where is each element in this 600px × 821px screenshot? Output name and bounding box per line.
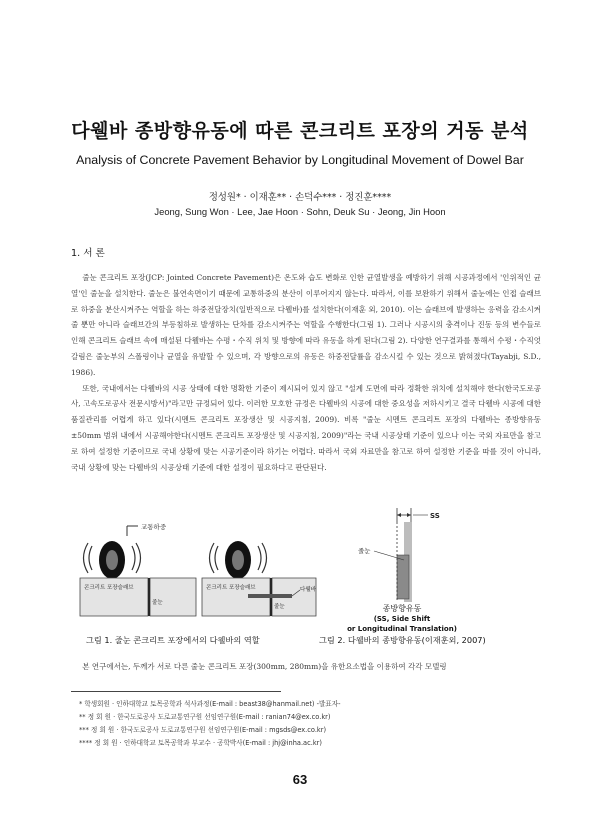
continuing-paragraph	[71, 659, 541, 675]
figure-2-inner-subtitle-2: or Longitudinal Translation)	[347, 625, 457, 633]
paragraph-3: 본 연구에서는, 두께가 서로 다른 줄눈 콘크리트 포장(300mm, 280mm)을 유한요소법을 이용하여 각각 모델링	[82, 662, 447, 671]
figure-2-caption: 그림 2. 다웰바의 종방향유동(이재훈외, 2007)	[319, 635, 486, 645]
figure-1-caption: 그림 1. 줄눈 콘크리트 포장에서의 다웰바의 역할	[86, 635, 260, 645]
figure-2-inner-subtitle-1: (SS, Side Shift	[373, 615, 431, 623]
figure-2-inner-title: 종방향유동	[382, 604, 422, 613]
footnote-4: **** 정 회 원 · 인하대학교 토목공학과 부교수 · 공학박사(E-mail : jhj@inha.ac.kr)	[79, 739, 322, 747]
label-traffic-load: 교통하중	[141, 523, 167, 531]
authors-korean: 정성원* · 이재훈** · 손덕수*** · 정진훈****	[208, 192, 392, 203]
paragraph-2: 또한, 국내에서는 다웰바의 시공 상태에 대한 명확한 기준이 제시되어 있지 않고 "설계 도면에 따라 정확한 위치에 설치해야 한다(한국도로공사, 고속도로공사 전문시방서)"라고만 규정되어 있다. 이러한 모호한 규정은 다웰바의 시공에 대한 중요성을 저하시키고 결국 다웰바 시공에 대한 품질관리를 어렵게 하고 있다(시멘트 콘크리트 포장생산 및 시공지침, 2009). 비록 "줄눈 시멘트 콘크리트 포장의 다웰바는 종방향유동 ±50mm 범위 내에서 시공해야한다(시멘트 콘크리트 포장생산 및 시공지침, 2009)"라는 국내 시공상태 기준이 있으나 이는 국외 자료만을 참고로 하여 설정한 기준이므로 국내 상황에 맞는 시공기준이라 하기는 어렵다. 따라서 국외 자료만을 참고로 하여 설정한 기준을 따를 것이 아니라, 국내 상황에 맞는 다웰바의 시공상태 기준에 대한 설정이 필요하다고 판단된다.	[71, 383, 541, 472]
label-joint-right: 줄눈	[274, 604, 285, 610]
label-ss: SS	[430, 512, 440, 520]
dowel-bar-shape	[248, 594, 292, 598]
label-slab-right: 콘크리트 포장슬래브	[206, 585, 256, 591]
section-heading-introduction: 1. 서 론	[71, 248, 105, 259]
dowel-bar-shape	[397, 555, 409, 599]
label-dowel-bar: 다웰바	[300, 587, 316, 593]
wheel-icon-left	[84, 541, 141, 579]
introduction-body	[71, 270, 541, 475]
label-slab-left: 콘크리트 포장슬래브	[84, 585, 134, 591]
page-number: 63	[292, 772, 308, 787]
paper-title-korean: 다웰바 종방향유동에 따른 콘크리트 포장의 거동 분석	[71, 120, 529, 142]
paragraph-1: 줄눈 콘크리트 포장(JCP: Jointed Concrete Pavement)은 온도와 습도 변화로 인한 균열발생을 예방하기 위해 시공과정에서 '인위적인 균열'인 줄눈을 설치한다. 줄눈은 불연속면이기 때문에 교통하중의 분산이 이루어지지 않는다. 따라서, 이를 보완하기 위해서 줄눈에는 인접 슬래브로 하중을 분산시켜주는 역할을 하는 하중전달장치(일반적으로 다웰바)를 설치한다(이재훈 외, 2010). 이는 슬래브에 발생하는 응력을 감소시켜 줄 뿐만 아니라 슬래브간의 부등침하로 발생하는 단차를 감소시켜주는 역할을 수행한다(그림 1). 그러나 시공시의 충격이나 진동 등의 변수들로 인해 콘크리트 슬래브 속에 매설된 다웰바는 수평・수직 위치 및 방향에 따라 유동을 하게 된다(그림 2). 다양한 연구결과를 통해서 수평・수직엇갈림은 줄눈부의 스폴링이나 균열을 유발할 수 있으며, 각 방향으로의 유동은 하중전달률을 감소시킬 수 있는 것으로 밝혀졌다(Tayabji, S.D., 1986).	[71, 273, 541, 377]
paper-title-english: Analysis of Concrete Pavement Behavior by Longitudinal Movement of Dowel Bar	[76, 153, 524, 167]
figure-2-side-shift-diagram	[340, 500, 540, 635]
footnote-2: ** 정 회 원 · 한국도로공사 도로교통연구원 선임연구원(E-mail : ranian74@ex.co.kr)	[79, 713, 331, 721]
label-joint-left: 줄눈	[152, 600, 163, 606]
figure-1-dowel-bar-role-diagram	[78, 516, 318, 626]
footnote-divider	[71, 691, 281, 692]
wheel-icon-right	[210, 541, 267, 579]
authors-english: Jeong, Sung Won · Lee, Jae Hoon · Sohn, Deuk Su · Jeong, Jin Hoon	[154, 206, 446, 217]
footnote-3: *** 정 회 원 · 한국도로공사 도로교통연구원 선임연구원(E-mail : mgsds@ex.co.kr)	[79, 726, 327, 734]
footnote-1: * 학생회원 · 인하대학교 토목공학과 석사과정(E-mail : beast38@hanmail.net) -발표자-	[79, 700, 341, 708]
label-joint: 줄눈	[358, 547, 371, 555]
